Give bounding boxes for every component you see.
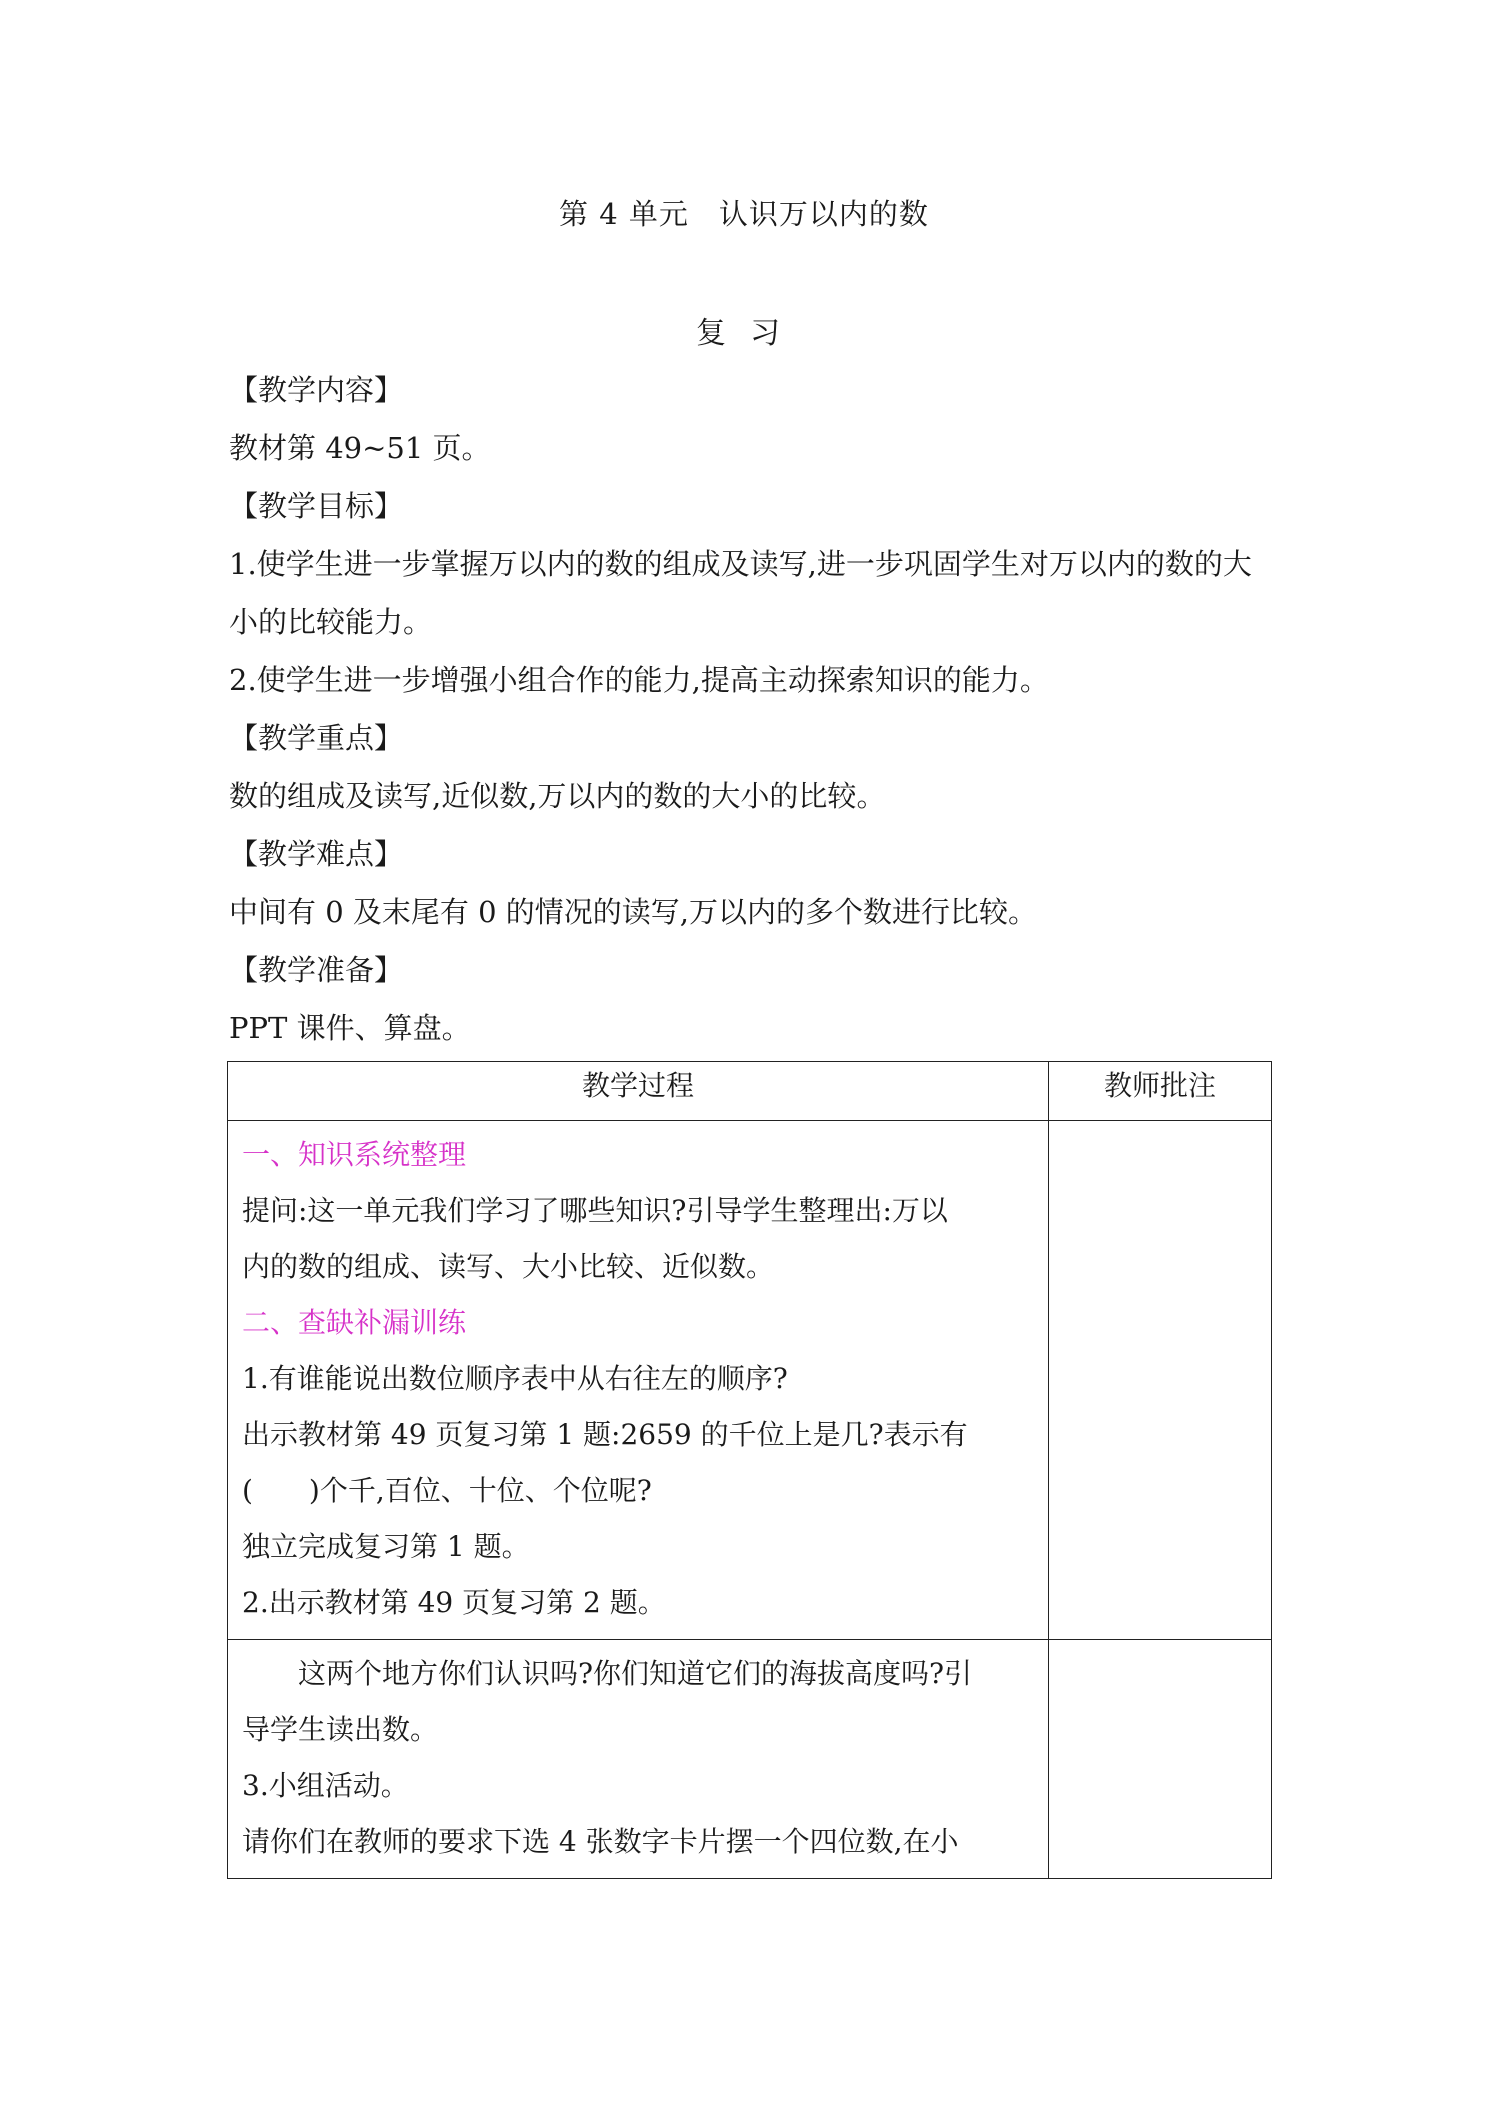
teaching-process-table <box>227 1061 1272 1879</box>
process-cell <box>228 1640 1049 1879</box>
prep-label: 【教学准备】 <box>229 953 404 987</box>
header-notes: 教师批注 <box>1049 1062 1272 1121</box>
process-line: 3.小组活动。 <box>242 1769 409 1802</box>
key-label: 【教学重点】 <box>229 721 404 755</box>
goal-label: 【教学目标】 <box>229 489 404 523</box>
notes-cell <box>1049 1121 1272 1640</box>
process-cell <box>228 1121 1049 1640</box>
lesson-title: 复习 <box>696 316 804 351</box>
lesson-body <box>229 361 1269 1057</box>
difficulty-label: 【教学难点】 <box>229 837 404 871</box>
unit-title: 第 4 单元 认识万以内的数 <box>559 197 929 231</box>
header-process: 教学过程 <box>228 1062 1049 1121</box>
process-line: ( )个千,百位、十位、个位呢? <box>242 1474 652 1507</box>
process-line: 内的数的组成、读写、大小比较、近似数。 <box>242 1250 775 1283</box>
difficulty-text: 中间有 0 及末尾有 0 的情况的读写,万以内的多个数进行比较。 <box>229 895 1037 929</box>
goal-1: 1.使学生进一步掌握万以内的数的组成及读写,进一步巩固学生对万以内的数的大小的比较能力。 <box>229 547 1252 639</box>
process-line: 独立完成复习第 1 题。 <box>242 1530 530 1563</box>
content-label: 【教学内容】 <box>229 373 404 407</box>
table-row <box>228 1640 1272 1879</box>
prep-text: PPT 课件、算盘。 <box>229 1011 471 1045</box>
notes-cell <box>1049 1640 1272 1879</box>
section-heading: 二、查缺补漏训练 <box>242 1306 467 1339</box>
process-line: 这两个地方你们认识吗?你们知道它们的海拔高度吗?引 <box>298 1657 973 1690</box>
key-text: 数的组成及读写,近似数,万以内的数的大小的比较。 <box>229 779 886 813</box>
table-header-row <box>228 1062 1272 1121</box>
process-line: 出示教材第 49 页复习第 1 题:2659 的千位上是几?表示有 <box>242 1418 968 1451</box>
process-line: 1.有谁能说出数位顺序表中从右往左的顺序? <box>242 1362 788 1395</box>
table-row <box>228 1121 1272 1640</box>
process-line: 2.出示教材第 49 页复习第 2 题。 <box>242 1586 666 1619</box>
process-line: 提问:这一单元我们学习了哪些知识?引导学生整理出:万以 <box>242 1194 948 1227</box>
section-heading: 一、知识系统整理 <box>242 1138 467 1171</box>
content-text: 教材第 49~51 页。 <box>229 431 491 465</box>
process-line: 请你们在教师的要求下选 4 张数字卡片摆一个四位数,在小 <box>242 1825 959 1858</box>
process-line: 导学生读出数。 <box>242 1713 439 1746</box>
goal-2: 2.使学生进一步增强小组合作的能力,提高主动探索知识的能力。 <box>229 663 1049 697</box>
